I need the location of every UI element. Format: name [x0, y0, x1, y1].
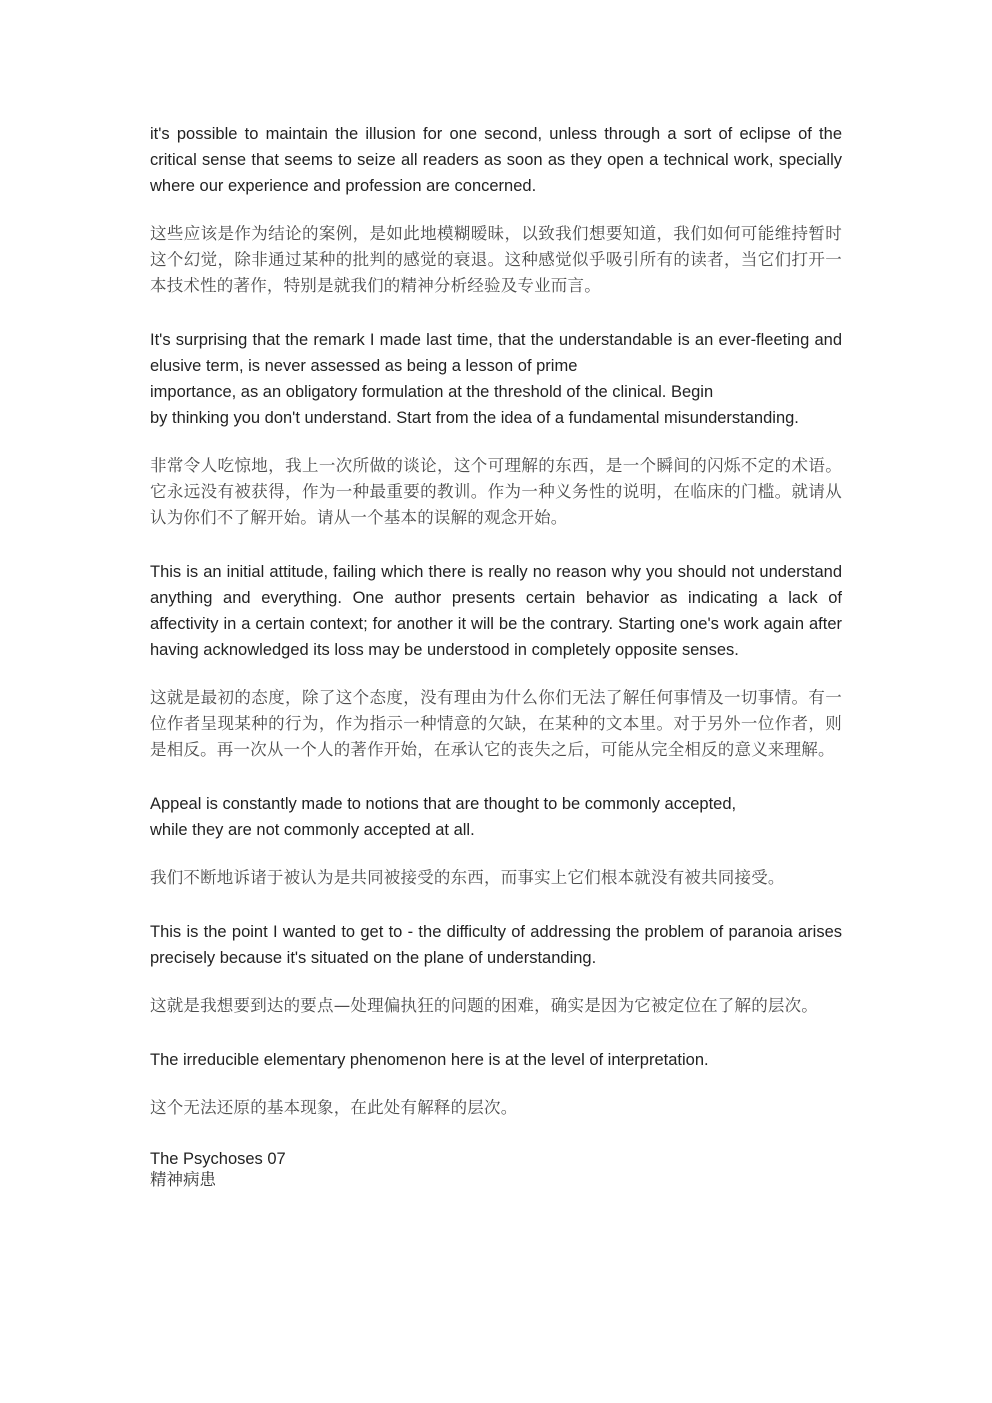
paragraph-line: while they are not commonly accepted at all. — [150, 821, 475, 839]
paragraph-chinese: 非常令人吃惊地，我上一次所做的谈论，这个可理解的东西，是一个瞬间的闪烁不定的术语。它永远没有被获得，作为一种最重要的教训。作为一种义务性的说明，在临床的门槛。就请从认为你们不了解开始。请从一个基本的误解的观念开始。 — [150, 456, 842, 527]
source-title-english: The Psychoses 07 — [150, 1150, 286, 1168]
paragraph-english: This is an initial attitude, failing which there is really no reason why you should not understand anything and everything. One author presents certain behavior as indicating a lack of affectivity in a certain context; for another it will be the contrary. Starting one's work again after having acknowledged its loss may be understood in completely opposite senses. — [150, 563, 842, 659]
paragraph-chinese: 这就是最初的态度，除了这个态度，没有理由为什么你们无法了解任何事情及一切事情。有一位作者呈现某种的行为，作为指示一种情意的欠缺，在某种的文本里。对于另外一位作者，则是相反。再一次从一个人的著作开始，在承认它的丧失之后，可能从完全相反的意义来理解。 — [150, 688, 842, 759]
document-page — [150, 121, 842, 1191]
source-title-chinese: 精神病患 — [150, 1170, 216, 1189]
paragraph-chinese: 这个无法还原的基本现象，在此处有解释的层次。 — [150, 1098, 518, 1117]
paragraph-english: The irreducible elementary phenomenon here is at the level of interpretation. — [150, 1051, 709, 1069]
paragraph-line: importance, as an obligatory formulation at the threshold of the clinical. Begin — [150, 383, 714, 401]
paragraph-line: It's surprising that the remark I made last time, that the understandable is an ever-fleeting and elusive term, is never assessed as being a lesson of prime — [150, 331, 842, 375]
paragraph-english: This is the point I wanted to get to - the difficulty of addressing the problem of paranoia arises precisely because it's situated on the plane of understanding. — [150, 923, 842, 967]
paragraph-chinese: 这些应该是作为结论的案例，是如此地模糊暧昧，以致我们想要知道，我们如何可能维持暂时这个幻觉，除非通过某种的批判的感觉的衰退。这种感觉似乎吸引所有的读者，当它们打开一本技术性的著作，特别是就我们的精神分析经验及专业而言。 — [150, 224, 842, 295]
paragraph-line: Appeal is constantly made to notions that are thought to be commonly accepted, — [150, 795, 737, 813]
paragraph-english: it's possible to maintain the illusion for one second, unless through a sort of eclipse of the critical sense that seems to seize all readers as soon as they open a technical work, specially where our experience and profession are concerned. — [150, 125, 842, 195]
paragraph-chinese: 我们不断地诉诸于被认为是共同被接受的东西，而事实上它们根本就没有被共同接受。 — [150, 868, 785, 887]
paragraph-english — [150, 791, 842, 843]
paragraph-chinese: 这就是我想要到达的要点—处理偏执狂的问题的困难，确实是因为它被定位在了解的层次。 — [150, 996, 818, 1015]
paragraph-english — [150, 327, 842, 431]
paragraph-line: by thinking you don't understand. Start from the idea of a fundamental misunderstanding. — [150, 409, 799, 427]
